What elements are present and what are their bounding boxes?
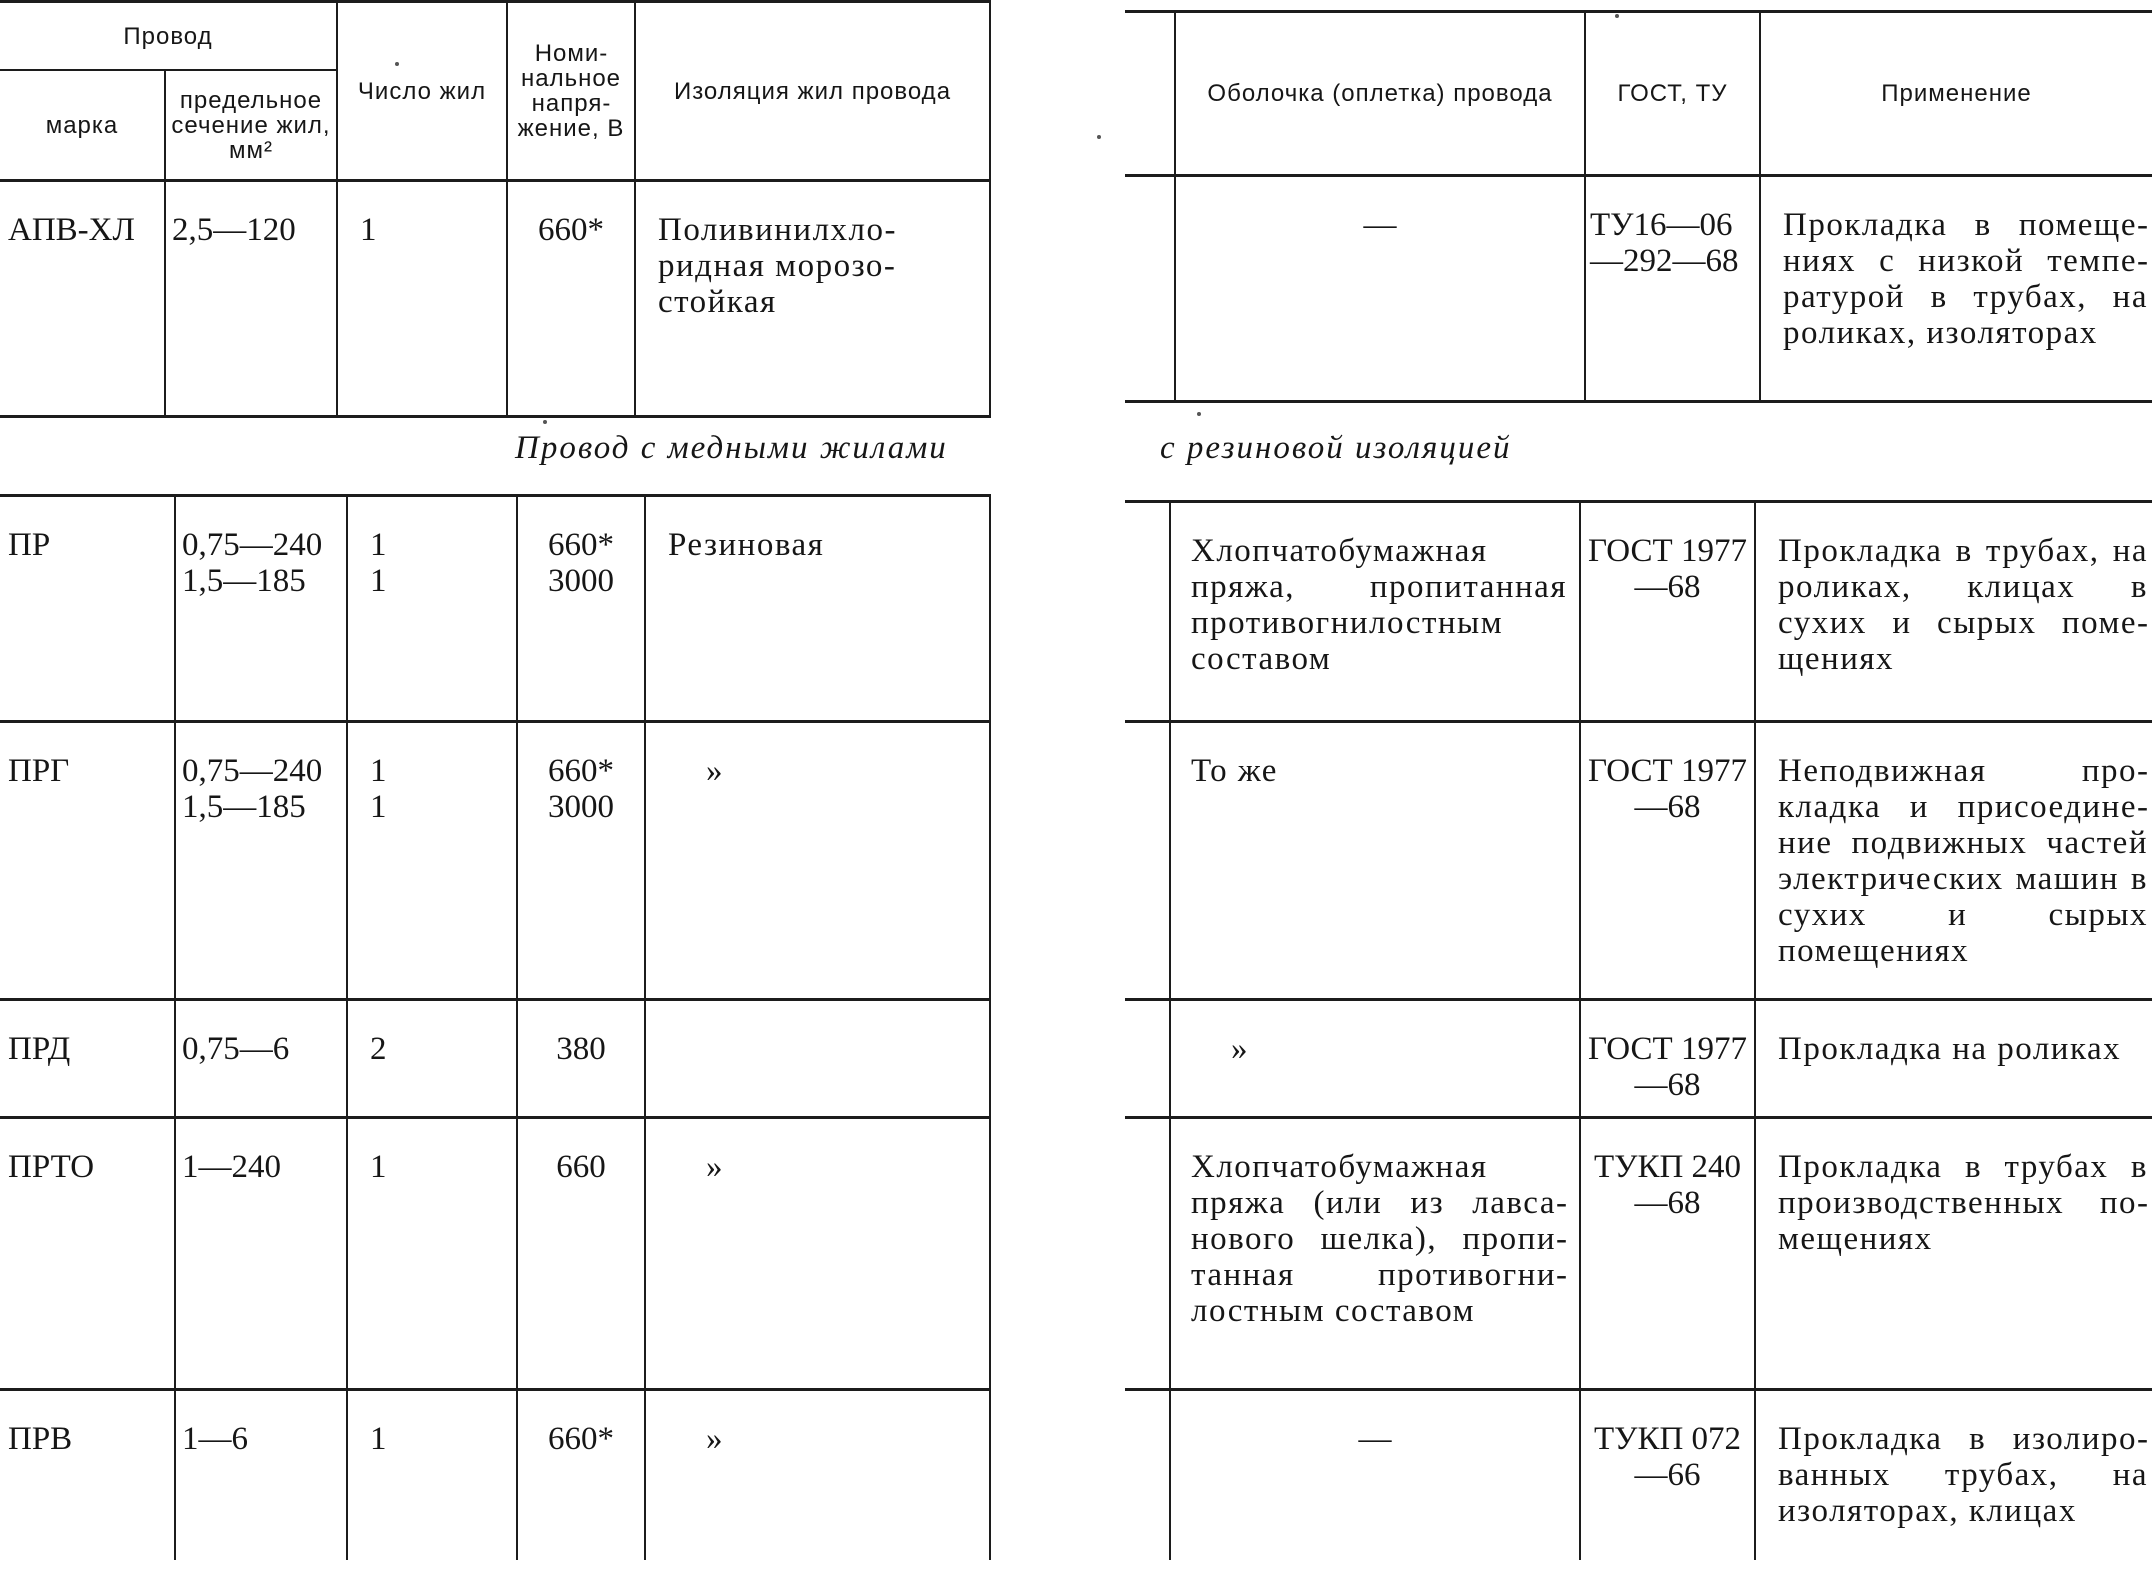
row-prd-voltage: 380 xyxy=(517,1000,645,1118)
scan-speck xyxy=(1197,412,1201,416)
row-prto-sheath: Хлопчатобумажная пряжа (или из лавсанового шелка), пропитанная противогнилостным составом xyxy=(1170,1118,1580,1390)
row-prv-voltage: 660* xyxy=(517,1390,645,1560)
scan-speck xyxy=(1097,135,1101,139)
row-apvhl-voltage: 660* xyxy=(507,181,635,417)
row-prto-insulation: » xyxy=(645,1118,990,1390)
row-prd-insulation xyxy=(645,1000,990,1118)
left-body-table xyxy=(0,494,991,1560)
right-body-table xyxy=(1125,500,2152,1560)
row-prv-application: Прокладка в изолированных трубах, на изоляторах, клицах xyxy=(1755,1390,2152,1560)
header-cores: Число жил xyxy=(337,2,507,181)
row-pr-section-b: 1,5—185 xyxy=(182,563,306,599)
row-apvhl-mark: АПВ-ХЛ xyxy=(0,181,165,417)
row-prg-mark: ПРГ xyxy=(0,722,175,1000)
header-insulation: Изоляция жил провода xyxy=(635,2,990,181)
left-header-table xyxy=(0,0,991,418)
row-prv-section: 1—6 xyxy=(175,1390,347,1560)
row-pr-voltage-b: 3000 xyxy=(548,563,614,599)
row-prv-gost: ТУКП 072—66 xyxy=(1580,1390,1755,1560)
row-apvhl-section: 2,5—120 xyxy=(165,181,337,417)
row-prv-sheath: — xyxy=(1170,1390,1580,1560)
row-prg-insulation: » xyxy=(645,722,990,1000)
section-title-left: Провод с медными жилами xyxy=(515,430,948,466)
left-table-body xyxy=(0,494,990,1560)
left-table-top xyxy=(0,0,990,418)
right-table-top xyxy=(1125,10,2152,403)
row-prto-section: 1—240 xyxy=(175,1118,347,1390)
row-prto-gost: ТУКП 240—68 xyxy=(1580,1118,1755,1390)
header-application: Применение xyxy=(1760,12,2152,176)
row-pr-application: Прокладка в трубах, на роликах, клицах в сухих и сырых помещениях xyxy=(1755,502,2152,722)
row-prg-voltage-a: 660* xyxy=(548,753,614,789)
row-prg-application: Неподвижная прокладка и присоединение подвижных частей электрических машин в сухих и сырых помещениях xyxy=(1755,722,2152,1000)
header-gost: ГОСТ, ТУ xyxy=(1585,12,1760,176)
row-apvhl-insulation: Поливинилхлоридная морозостойкая xyxy=(635,181,990,417)
row-prd-application: Прокладка на роликах xyxy=(1755,1000,2152,1118)
header-section: предельное сечение жил, мм² xyxy=(165,70,337,181)
row-pr-cores-b: 1 xyxy=(370,563,387,599)
scan-speck xyxy=(543,420,547,424)
row-pr-voltage-a: 660* xyxy=(548,527,614,563)
row-prv-cores: 1 xyxy=(347,1390,517,1560)
row-prg-section-a: 0,75—240 xyxy=(182,753,323,789)
row-prd-cores: 2 xyxy=(347,1000,517,1118)
scan-speck xyxy=(395,62,399,66)
row-pr-gost: ГОСТ 1977—68 xyxy=(1580,502,1755,722)
row-prg-voltage-b: 3000 xyxy=(548,789,614,825)
section-title-right: с резиновой изоляцией xyxy=(1160,430,1512,466)
row-prto-application: Прокладка в трубах в производственных помещениях xyxy=(1755,1118,2152,1390)
header-wire-group: Провод xyxy=(0,2,337,71)
row-prv-insulation: » xyxy=(645,1390,990,1560)
row-pr-insulation: Резиновая xyxy=(645,496,990,722)
row-prg-cores-b: 1 xyxy=(370,789,387,825)
row-prd-section: 0,75—6 xyxy=(175,1000,347,1118)
row-prg-cores-a: 1 xyxy=(370,753,387,789)
row-prd-sheath: » xyxy=(1170,1000,1580,1118)
row-prto-cores: 1 xyxy=(347,1118,517,1390)
header-voltage: Номинальное напряжение, В xyxy=(507,2,635,181)
row-pr-cores-a: 1 xyxy=(370,527,387,563)
row-prd-gost: ГОСТ 1977—68 xyxy=(1580,1000,1755,1118)
row-prg-gost: ГОСТ 1977—68 xyxy=(1580,722,1755,1000)
row-prg-sheath: То же xyxy=(1170,722,1580,1000)
row-prd-mark: ПРД xyxy=(0,1000,175,1118)
row-prv-mark: ПРВ xyxy=(0,1390,175,1560)
row-prg-section-b: 1,5—185 xyxy=(182,789,306,825)
row-pr-mark: ПР xyxy=(0,496,175,722)
header-mark: марка xyxy=(0,70,165,181)
row-prto-mark: ПРТО xyxy=(0,1118,175,1390)
row-prto-voltage: 660 xyxy=(517,1118,645,1390)
row-apvhl-cores: 1 xyxy=(337,181,507,417)
right-header-table xyxy=(1125,10,2152,403)
row-apvhl-application: Прокладка в помещениях с низкой температурой в трубах, на роликах, изоляторах xyxy=(1760,176,2152,402)
scan-speck xyxy=(1615,14,1619,18)
right-table-body xyxy=(1125,500,2152,1560)
header-sheath: Оболочка (оплетка) провода xyxy=(1175,12,1585,176)
row-pr-sheath: Хлопчатобумажная пряжа, пропитанная противогнилостным составом xyxy=(1170,502,1580,722)
row-apvhl-sheath: — xyxy=(1175,176,1585,402)
row-apvhl-gost: ТУ16—06—292—68 xyxy=(1585,176,1760,402)
row-pr-section-a: 0,75—240 xyxy=(182,527,323,563)
